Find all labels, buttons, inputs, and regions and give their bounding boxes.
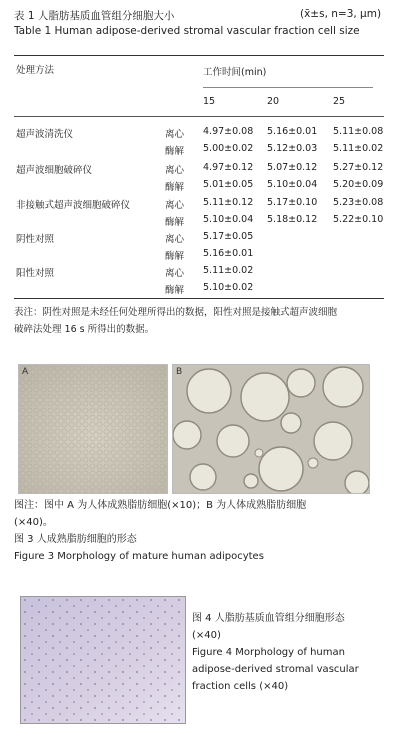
cell-15: 5.10±0.04 <box>203 214 254 225</box>
figure4-caption-en: Figure 4 Morphology of human <box>192 647 345 658</box>
row-sub: 离心 <box>165 129 185 140</box>
figure4-captions <box>192 610 359 695</box>
figure3-captions <box>14 497 306 565</box>
table-title-en: Table 1 Human adipose-derived stromal vascular fraction cell size <box>14 25 360 37</box>
photo-adipocytes-x40 <box>172 364 370 494</box>
figure4-caption-cn: 图 4 人脂肪基质血管组分细胞形态 <box>192 613 345 624</box>
table-stat-note: (x̄±s, n=3, μm) <box>300 8 382 20</box>
figure3-caption-cn: 图 3 人成熟脂肪细胞的形态 <box>14 534 137 545</box>
table-title-cn: 表 1 人脂肪基质血管组分细胞大小 <box>14 10 175 22</box>
table-top-rule <box>14 55 384 56</box>
row-sub: 酶解 <box>165 251 185 262</box>
row-sub: 离心 <box>165 165 185 176</box>
table-footnote-line: 表注：阴性对照是未经任何处理所得出的数据，阳性对照是接触式超声波细胞 <box>14 307 338 318</box>
photo-svf-cells <box>20 596 186 724</box>
cell-20: 5.17±0.10 <box>267 197 318 208</box>
figure3-caption-en: Figure 3 Morphology of mature human adipocytes <box>14 551 264 562</box>
panel-label-a: A <box>22 367 29 377</box>
col-header-method: 处理方法 <box>16 65 55 76</box>
cell-25: 5.11±0.02 <box>333 143 384 154</box>
row-sub: 离心 <box>165 268 185 279</box>
cell-20: 5.12±0.03 <box>267 143 318 154</box>
figure4-caption-en: adipose-derived stromal vascular <box>192 664 359 675</box>
figure3-note-line: 图注：图中 A 为人体成熟脂肪细胞(×10)；B 为人体成熟脂肪细胞 <box>14 500 307 511</box>
figure4-caption-cn-magnification: (×40) <box>192 630 221 641</box>
col-header-25: 25 <box>333 96 346 107</box>
panel-label-b: B <box>176 367 183 377</box>
cell-25: 5.23±0.08 <box>333 197 384 208</box>
cell-15: 5.00±0.02 <box>203 143 254 154</box>
table-bottom-rule <box>14 298 384 299</box>
cell-15: 4.97±0.12 <box>203 162 254 173</box>
micrograph-a-image <box>19 365 167 493</box>
row-method: 超声波细胞破碎仪 <box>16 165 93 176</box>
row-sub: 酶解 <box>165 146 185 157</box>
col-header-20: 20 <box>267 96 280 107</box>
cell-25: 5.20±0.09 <box>333 179 384 190</box>
cell-15: 5.11±0.12 <box>203 197 254 208</box>
cell-15: 5.01±0.05 <box>203 179 254 190</box>
cell-15: 5.16±0.01 <box>203 248 254 259</box>
photo-adipocytes-x10 <box>18 364 168 494</box>
table-footnote-line: 破碎法处理 16 s 所得出的数据。 <box>14 324 155 335</box>
cell-20: 5.10±0.04 <box>267 179 318 190</box>
micrograph-b-image <box>173 365 369 493</box>
row-method: 阴性对照 <box>16 234 55 245</box>
cell-15: 5.10±0.02 <box>203 282 254 293</box>
row-method: 超声波清洗仪 <box>16 129 74 140</box>
row-sub: 酶解 <box>165 217 185 228</box>
row-sub: 酶解 <box>165 182 185 193</box>
cell-15: 4.97±0.08 <box>203 126 254 137</box>
row-method: 阳性对照 <box>16 268 55 279</box>
cell-15: 5.17±0.05 <box>203 231 254 242</box>
cell-25: 5.27±0.12 <box>333 162 384 173</box>
row-sub: 离心 <box>165 234 185 245</box>
row-sub: 离心 <box>165 200 185 211</box>
col-header-15: 15 <box>203 96 216 107</box>
cell-20: 5.16±0.01 <box>267 126 318 137</box>
row-sub: 酶解 <box>165 285 185 296</box>
cell-20: 5.18±0.12 <box>267 214 318 225</box>
cell-25: 5.22±0.10 <box>333 214 384 225</box>
time-subheader-rule <box>203 87 373 88</box>
figure3-note-line: (×40)。 <box>14 517 53 528</box>
cell-20: 5.07±0.12 <box>267 162 318 173</box>
table-footnote <box>14 304 337 338</box>
cell-25: 5.11±0.08 <box>333 126 384 137</box>
cell-15: 5.11±0.02 <box>203 265 254 276</box>
micrograph-svf-image <box>21 597 185 723</box>
table-header-rule <box>14 116 384 117</box>
figure4-caption-en: fraction cells (×40) <box>192 681 289 692</box>
col-header-time: 工作时间(min) <box>203 67 267 78</box>
row-method: 非接触式超声波细胞破碎仪 <box>16 200 131 211</box>
